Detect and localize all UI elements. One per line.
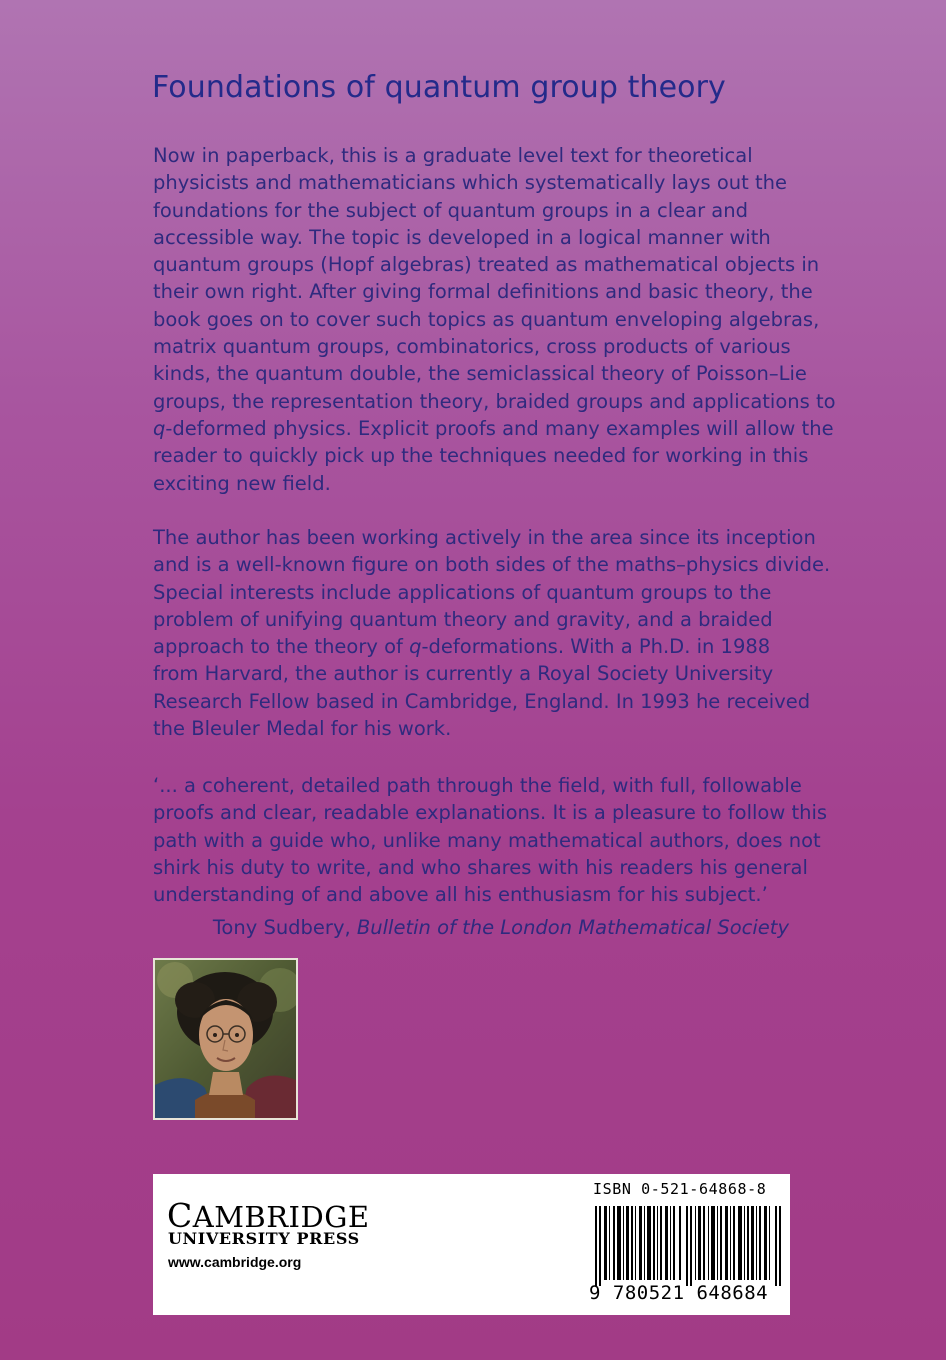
bio-line: Research Fellow based in Cambridge, England. In 1993 he received bbox=[153, 689, 811, 713]
description-line: q-deformed physics. Explicit proofs and many examples will allow the bbox=[153, 416, 834, 440]
reviewer-name: Tony Sudbery, bbox=[212, 916, 357, 939]
description-line: reader to quickly pick up the techniques needed for working in this bbox=[153, 444, 809, 468]
barcode-digits: 9 780521 648684 bbox=[589, 1282, 769, 1304]
description-line: their own right. After giving formal definitions and basic theory, the bbox=[153, 280, 813, 304]
barcode-icon bbox=[595, 1206, 785, 1286]
review-line: shirk his duty to write, and who shares with his readers his general bbox=[153, 855, 808, 879]
description-line: book goes on to cover such topics as quantum enveloping algebras, bbox=[153, 307, 820, 331]
review-line: path with a guide who, unlike many mathematical authors, does not bbox=[153, 828, 821, 852]
bio-line: problem of unifying quantum theory and gravity, and a braided bbox=[153, 607, 773, 631]
review-quote bbox=[153, 772, 828, 908]
isbn-label: ISBN 0-521-64868-8 bbox=[593, 1180, 767, 1198]
review-attribution bbox=[153, 914, 789, 941]
bio-line: The author has been working actively in the area since its inception bbox=[153, 526, 816, 549]
description-line: kinds, the quantum double, the semiclassical theory of Poisson–Lie bbox=[153, 362, 807, 386]
description-line: foundations for the subject of quantum groups in a clear and bbox=[153, 198, 748, 222]
description-line: quantum groups (Hopf algebras) treated as mathematical objects in bbox=[153, 253, 820, 277]
author-bio bbox=[153, 524, 831, 742]
publisher-footer bbox=[153, 1174, 790, 1315]
author-photo-image bbox=[155, 960, 296, 1118]
description-line: Now in paperback, this is a graduate level text for theoretical bbox=[153, 144, 753, 167]
bio-line: and is a well-known figure on both sides of the maths–physics divide. bbox=[153, 553, 831, 577]
description-line: exciting new field. bbox=[153, 471, 331, 495]
author-photo bbox=[153, 958, 298, 1120]
review-source: Bulletin of the London Mathematical Society bbox=[356, 916, 789, 939]
description-line: physicists and mathematicians which systematically lays out the bbox=[153, 171, 787, 195]
description-line: groups, the representation theory, braided groups and applications to bbox=[153, 389, 836, 413]
bio-line: from Harvard, the author is currently a Royal Society University bbox=[153, 662, 774, 686]
description-line: matrix quantum groups, combinatorics, cross products of various bbox=[153, 335, 791, 359]
bio-line: approach to the theory of q-deformations. With a Ph.D. in 1988 bbox=[153, 635, 771, 659]
bio-line: the Bleuler Medal for his work. bbox=[153, 717, 452, 741]
q-italic: q bbox=[153, 416, 166, 440]
book-title: Foundations of quantum group theory bbox=[152, 70, 726, 105]
bio-line: Special interests include applications of quantum groups to the bbox=[153, 580, 772, 604]
publisher-logo-name: CAMBRIDGE bbox=[167, 1196, 370, 1235]
q-italic: q bbox=[409, 635, 422, 659]
description-line: accessible way. The topic is developed in a logical manner with bbox=[153, 225, 771, 249]
publisher-url[interactable]: www.cambridge.org bbox=[168, 1254, 302, 1270]
publisher-logo-subtitle: UNIVERSITY PRESS bbox=[168, 1229, 360, 1248]
review-line: ‘... a coherent, detailed path through the field, with full, followable bbox=[153, 774, 802, 797]
review-line: proofs and clear, readable explanations. It is a pleasure to follow this bbox=[153, 801, 828, 825]
book-description bbox=[153, 142, 836, 497]
review-line: understanding of and above all his enthusiasm for his subject.’ bbox=[153, 883, 768, 907]
